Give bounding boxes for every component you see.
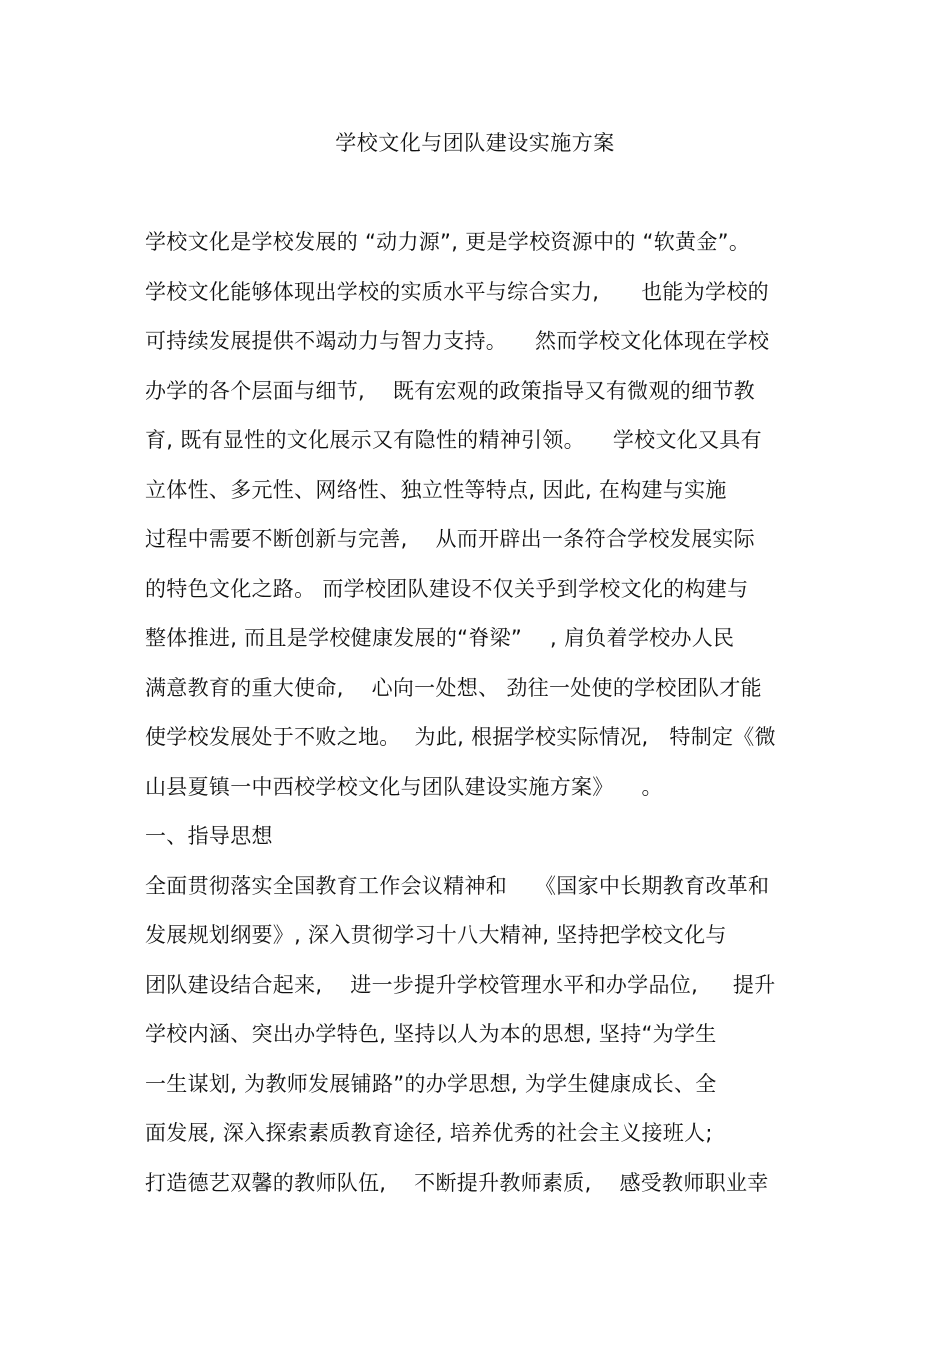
text-line: 的特色文化之路。 而学校团队建设不仅关乎到学校文化的构建与 [145, 576, 749, 601]
text-line: 打造德艺双馨的教师队伍, 不断提升教师素质, 感受教师职业幸 [145, 1170, 769, 1195]
text-line: 面发展, 深入探索素质教育途径, 培养优秀的社会主义接班人; [145, 1121, 713, 1145]
text-line: 全面贯彻落实全国教育工作会议精神和 《国家中长期教育改革和 [145, 873, 770, 898]
text-line: 发展规划纲要》, 深入贯彻学习十八大精神, 坚持把学校文化与 [145, 923, 727, 947]
text-line: 学校文化能够体现出学校的实质水平与综合实力, 也能为学校的 [145, 279, 769, 304]
text-line: 一生谋划, 为教师发展铺路”的办学思想, 为学生健康成长、全 [145, 1071, 717, 1096]
text-line: 山县夏镇一中西校学校文化与团队建设实施方案》 。 [145, 774, 663, 799]
text-line: 过程中需要不断创新与完善, 从而开辟出一条符合学校发展实际 [145, 527, 755, 551]
document-body [145, 225, 825, 1215]
text-line: 育, 既有显性的文化展示又有隐性的精神引领。 学校文化又具有 [145, 428, 762, 452]
text-line: 团队建设结合起来, 进一步提升学校管理水平和办学品位, 提升 [145, 972, 776, 997]
text-line: 立体性、多元性、网络性、独立性等特点, 因此, 在构建与实施 [145, 477, 727, 502]
document-title: 学校文化与团队建设实施方案 [335, 131, 615, 155]
text-line: 满意教育的重大使命, 心向一处想、 劲往一处使的学校团队才能 [145, 675, 762, 700]
section-heading: 一、指导思想 [145, 824, 273, 848]
text-line: 整体推进, 而且是学校健康发展的“脊梁” , 肩负着学校办人民 [145, 626, 735, 650]
text-line: 办学的各个层面与细节, 既有宏观的政策指导又有微观的细节教 [145, 378, 755, 403]
text-line: 学校内涵、突出办学特色, 坚持以人为本的思想, 坚持“为学生 [145, 1022, 717, 1046]
text-line: 学校文化是学校发展的 “动力源”, 更是学校资源中的 “软黄金”。 [145, 230, 751, 254]
text-line: 可持续发展提供不竭动力与智力支持。 然而学校文化体现在学校 [145, 329, 770, 353]
text-line: 使学校发展处于不败之地。 为此, 根据学校实际情况, 特制定《微 [145, 725, 776, 749]
